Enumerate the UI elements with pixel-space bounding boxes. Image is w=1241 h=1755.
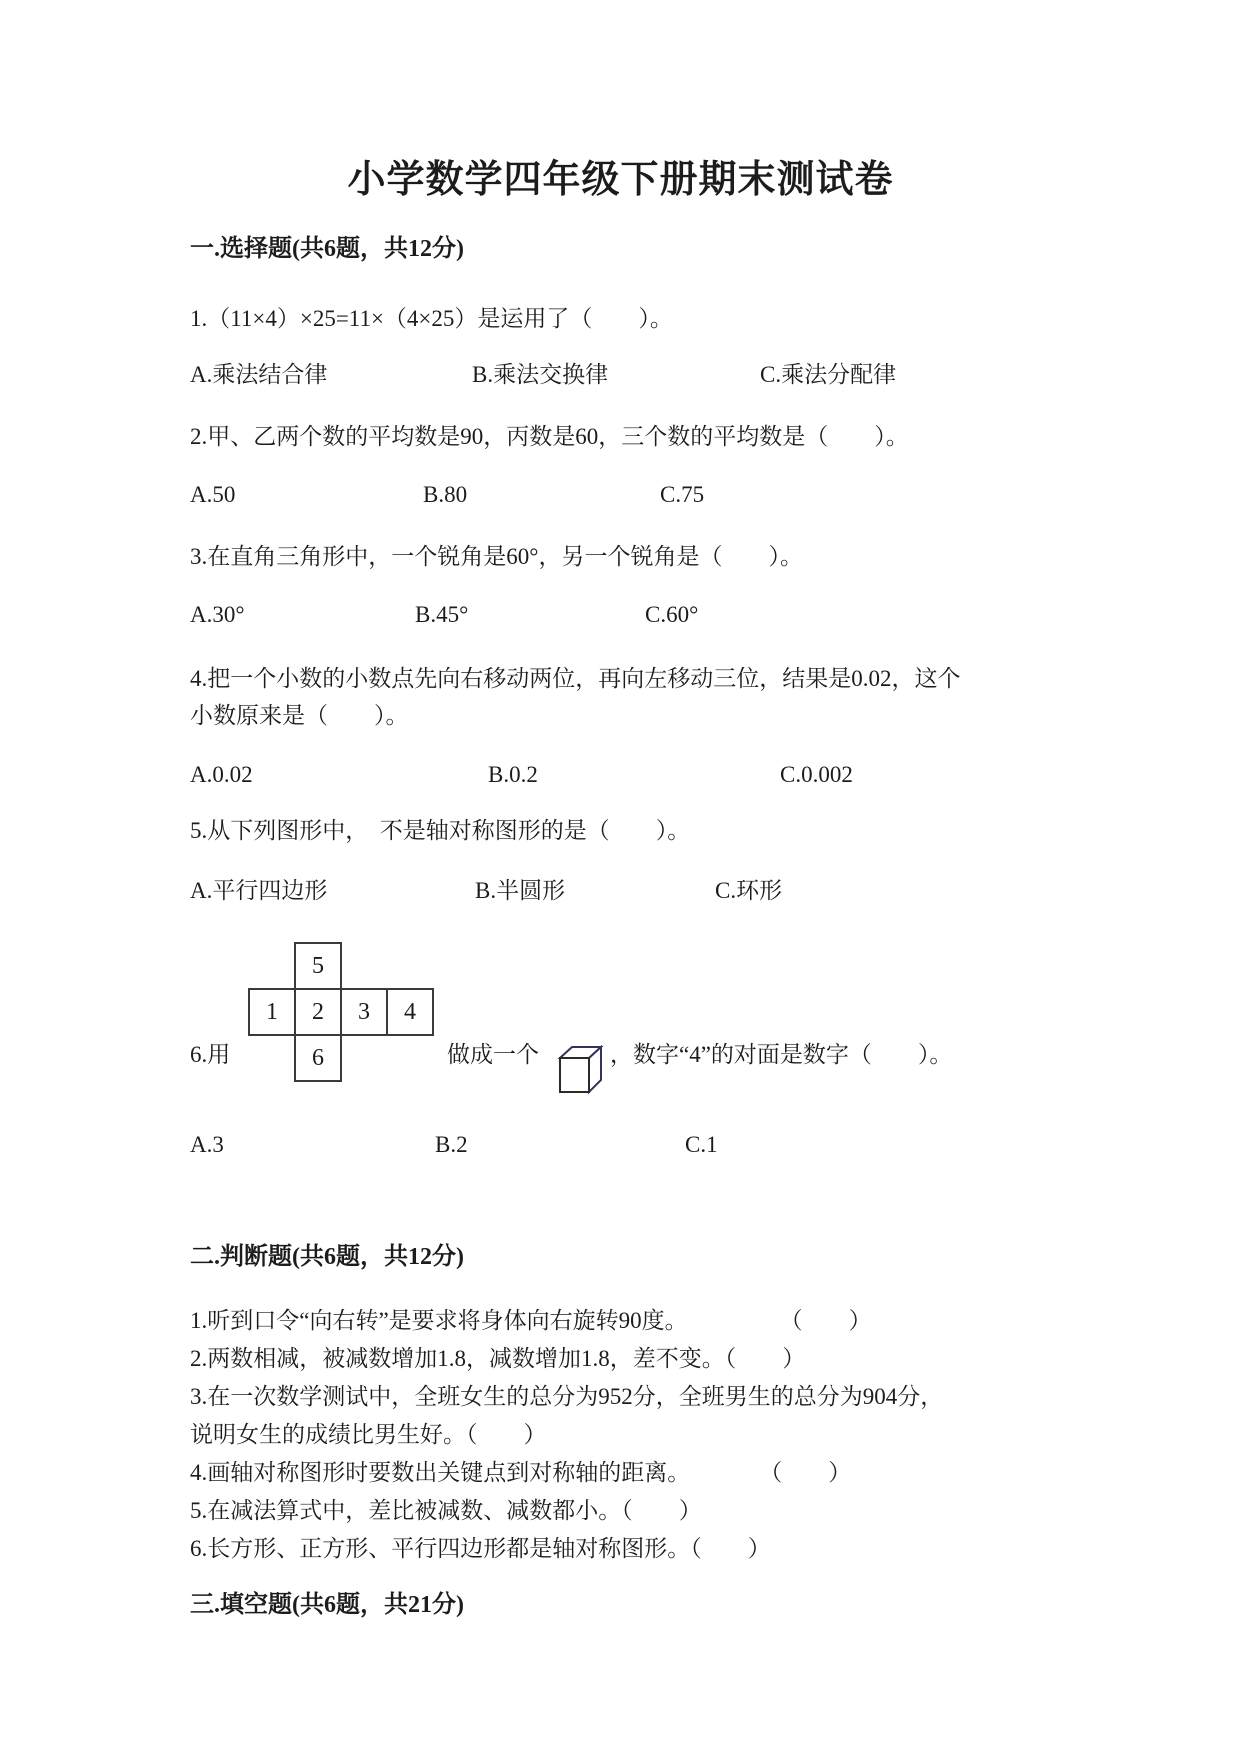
judgement-line-3b: 说明女生的成绩比男生好。（ ） <box>190 1422 547 1447</box>
option-c: C.0.002 <box>780 762 853 787</box>
question-4-line2: 小数原来是（ ）。 <box>190 703 409 728</box>
option-c: C.60° <box>645 602 699 627</box>
question-2-text: 2.甲、乙两个数的平均数是90，丙数是60，三个数的平均数是（ ）。 <box>190 424 909 449</box>
judgement-line-3a: 3.在一次数学测试中，全班女生的总分为952分，全班男生的总分为904分， <box>190 1384 944 1409</box>
net-cell-bottom: 6 <box>294 1034 342 1082</box>
question-5-options <box>190 876 1150 906</box>
option-c: C.环形 <box>715 878 783 903</box>
section-2-heading: 二.判断题(共6题，共12分) <box>190 1244 464 1270</box>
question-6-options <box>190 1130 1150 1160</box>
net-cell-4: 4 <box>386 988 434 1036</box>
option-b: B.半圆形 <box>475 878 566 903</box>
cube-net-figure <box>248 942 436 1084</box>
option-a: A.3 <box>190 1132 224 1157</box>
question-1-options <box>190 360 1150 390</box>
option-c: C.乘法分配律 <box>760 362 897 387</box>
option-a: A.平行四边形 <box>190 878 328 903</box>
option-b: B.乘法交换律 <box>472 362 609 387</box>
question-4-options <box>190 760 1150 790</box>
judgement-line-1: 1.听到口令“向右转”是要求将身体向右旋转90度。 （ ） <box>190 1308 872 1333</box>
question-4-line1: 4.把一个小数的小数点先向右移动两位，再向左移动三位，结果是0.02，这个 <box>190 666 961 691</box>
question-3-text: 3.在直角三角形中，一个锐角是60°，另一个锐角是（ ）。 <box>190 544 803 569</box>
net-cell-1: 1 <box>248 988 296 1036</box>
question-4-text <box>190 660 1150 734</box>
judgement-line-2: 2.两数相减，被减数增加1.8，减数增加1.8，差不变。（ ） <box>190 1346 806 1371</box>
option-a: A.0.02 <box>190 762 253 787</box>
question-5-text: 5.从下列图形中， 不是轴对称图形的是（ ）。 <box>190 818 691 843</box>
cube-icon <box>556 1042 604 1096</box>
question-6-mid: 做成一个 <box>447 1042 539 1067</box>
judgement-line-5: 5.在减法算式中，差比被减数、减数都小。（ ） <box>190 1498 702 1523</box>
question-1-text: 1.（11×4）×25=11×（4×25）是运用了（ ）。 <box>190 306 673 331</box>
net-cell-2: 2 <box>294 988 342 1036</box>
option-b: B.2 <box>435 1132 468 1157</box>
question-6-suffix: ，数字“4”的对面是数字（ ）。 <box>610 1042 953 1067</box>
option-a: A.50 <box>190 482 236 507</box>
option-a: A.30° <box>190 602 245 627</box>
option-b: B.0.2 <box>488 762 538 787</box>
question-6-block <box>190 942 1150 1096</box>
question-6-prefix: 6.用 <box>190 1042 231 1067</box>
option-a: A.乘法结合律 <box>190 362 328 387</box>
net-cell-3: 3 <box>340 988 388 1036</box>
option-b: B.80 <box>423 482 468 507</box>
exam-content <box>190 0 1150 1620</box>
option-c: C.1 <box>685 1132 718 1157</box>
page-title: 小学数学四年级下册期末测试卷 <box>347 159 894 201</box>
net-cell-top: 5 <box>294 942 342 990</box>
judgement-line-4: 4.画轴对称图形时要数出关键点到对称轴的距离。 （ ） <box>190 1460 852 1485</box>
judgement-line-6: 6.长方形、正方形、平行四边形都是轴对称图形。（ ） <box>190 1536 771 1561</box>
section-3-heading: 三.填空题(共6题，共21分) <box>190 1592 464 1618</box>
option-b: B.45° <box>415 602 469 627</box>
judgement-list <box>190 1302 1150 1568</box>
section-1-heading: 一.选择题(共6题，共12分) <box>190 236 464 262</box>
question-2-options <box>190 480 1150 510</box>
question-3-options <box>190 600 1150 630</box>
option-c: C.75 <box>660 482 705 507</box>
